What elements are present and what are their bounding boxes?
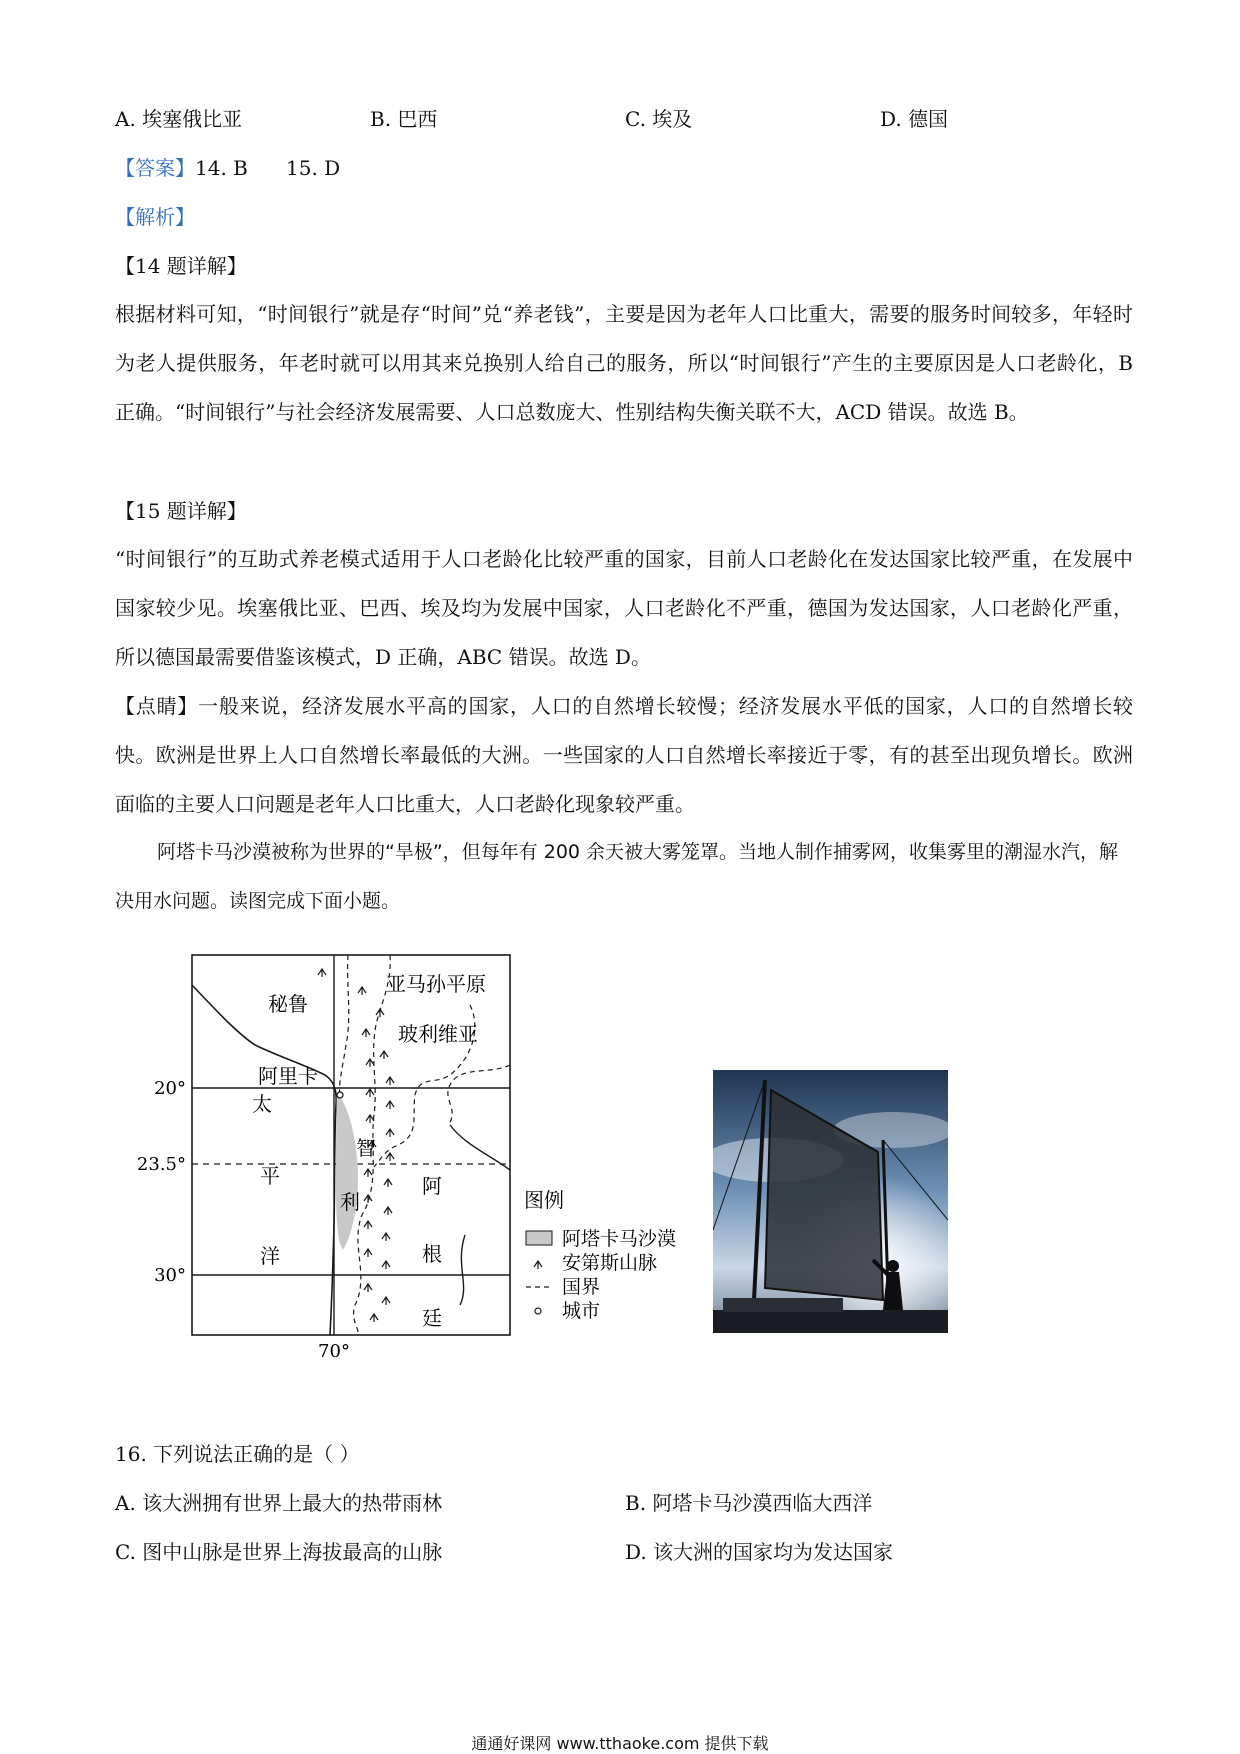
legend-border: 国界	[562, 1276, 601, 1298]
label-chile-1: 智	[356, 1136, 376, 1160]
point-tag: 【点睛】	[115, 694, 199, 718]
label-peru: 秘鲁	[268, 992, 308, 1016]
point-body	[115, 682, 1133, 829]
q15-option-b: B. 巴西	[370, 107, 438, 131]
lat-30-label: 30°	[154, 1265, 186, 1286]
q14-heading: 【14 题详解】	[115, 254, 247, 278]
map-legend	[520, 1185, 700, 1330]
q16-option-c: C. 图中山脉是世界上海拔最高的山脉	[115, 1540, 443, 1564]
answer-line	[115, 154, 340, 182]
q16-stem: 16. 下列说法正确的是（ ）	[115, 1442, 360, 1466]
lon-70-label: 70°	[318, 1341, 350, 1362]
river-line	[450, 1125, 510, 1170]
label-pacific-3: 洋	[260, 1244, 280, 1268]
coastline	[192, 985, 336, 1335]
legend-city-symbol	[535, 1308, 541, 1314]
q16-option-a: A. 该大洲拥有世界上最大的热带雨林	[115, 1491, 443, 1515]
label-chile-2: 利	[340, 1190, 360, 1214]
label-argentina-1: 阿	[422, 1174, 442, 1198]
legend-andes-symbol	[534, 1261, 542, 1269]
label-argentina-2: 根	[422, 1242, 442, 1266]
q16-option-b: B. 阿塔卡马沙漠西临大西洋	[625, 1491, 873, 1515]
q15-heading: 【15 题详解】	[115, 499, 247, 523]
legend-desert-swatch	[526, 1231, 552, 1245]
label-amazon: 亚马孙平原	[386, 972, 486, 996]
intro-text: 阿塔卡马沙漠被称为世界的“旱极”，但每年有 200 余天被大雾笼罩。当地人制作捕雾网，收集雾里的潮湿水汽，解决用水问题。读图完成下面小题。	[115, 841, 1119, 912]
label-arica: 阿里卡	[258, 1064, 318, 1088]
border-peru-bolivia	[340, 955, 349, 1095]
legend-andes: 安第斯山脉	[562, 1252, 658, 1274]
q15-body: “时间银行”的互助式养老模式适用于人口老龄化比较严重的国家，目前人口老龄化在发达国家比较严重，在发展中国家较少见。埃塞俄比亚、巴西、埃及均为发展中国家，人口老龄化不严重，德国为发达国家，人口老龄化严重，所以德国最需要借鉴该模式，D 正确，ABC 错误。故选 D。	[115, 547, 1133, 669]
q15-option-d: D. 德国	[880, 107, 949, 131]
label-pacific-2: 平	[260, 1164, 280, 1188]
q15-option-c: C. 埃及	[625, 107, 693, 131]
fog-net-photo	[713, 1070, 948, 1333]
lat-20-label: 20°	[154, 1078, 186, 1099]
q15-option-a: A. 埃塞俄比亚	[115, 107, 243, 131]
page-footer: 通通好课网 www.tthaoke.com 提供下载	[471, 1734, 769, 1753]
answer-tag: 【答案】	[115, 156, 195, 180]
q16-option-d: D. 该大洲的国家均为发达国家	[625, 1540, 894, 1564]
analysis-tag: 【解析】	[115, 205, 195, 229]
legend-desert: 阿塔卡马沙漠	[562, 1228, 677, 1250]
point-text: 一般来说，经济发展水平高的国家，人口的自然增长较慢；经济发展水平低的国家，人口的自然增长较快。欧洲是世界上人口自然增长率最低的大洲。一些国家的人口自然增长率接近于零，有的甚至出现负增长。欧洲面临的主要人口问题是老年人口比重大，人口老龄化现象较严重。	[115, 694, 1134, 816]
legend-title: 图例	[524, 1188, 564, 1212]
label-bolivia: 玻利维亚	[398, 1022, 478, 1046]
lat-235-label: 23.5°	[136, 1154, 186, 1175]
q14-body: 根据材料可知，“时间银行”就是存“时间”兑“养老钱”，主要是因为老年人口比重大，需要的服务时间较多，年轻时为老人提供服务，年老时就可以用其来兑换别人给自己的服务，所以“时间银行”产生的主要原因是人口老龄化，B 正确。“时间银行”与社会经济发展需要、人口总数庞大、性别结构失衡关联不大，ACD 错误。故选 B。	[115, 302, 1133, 424]
border-paraguay	[448, 1065, 510, 1125]
label-argentina-3: 廷	[422, 1306, 442, 1330]
label-pacific-1: 太	[252, 1092, 272, 1116]
analysis-line	[115, 203, 195, 231]
atacama-map	[130, 945, 550, 1365]
answer-text: 14. B 15. D	[195, 156, 341, 180]
river-line-2	[460, 1235, 465, 1305]
atacama-desert-area	[336, 1093, 358, 1250]
arica-city-marker	[337, 1092, 343, 1098]
legend-city: 城市	[562, 1300, 601, 1322]
